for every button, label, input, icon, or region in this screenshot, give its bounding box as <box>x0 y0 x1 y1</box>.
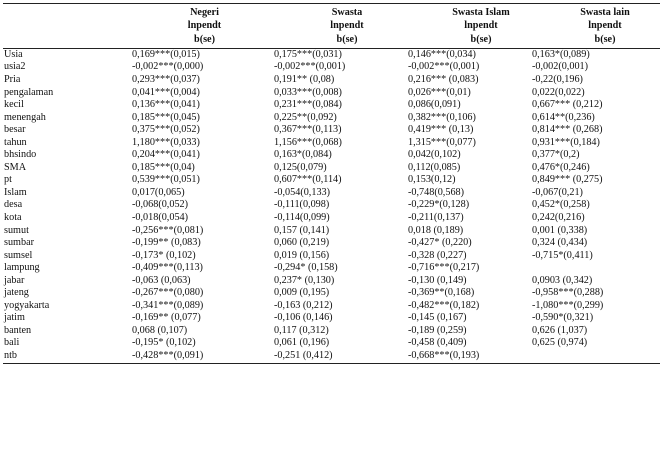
header-blank <box>3 19 127 32</box>
table-row <box>3 350 660 363</box>
variable-name: SMA <box>4 161 27 173</box>
variable-name: Islam <box>4 186 27 198</box>
header-swasta-islam-name: Swasta Islam <box>392 4 530 20</box>
variable-name: tahun <box>4 136 27 148</box>
header-row-3 <box>3 33 660 49</box>
table-row <box>3 325 660 338</box>
swasta-value: 0,033***(0,008) <box>274 86 342 98</box>
table-row <box>3 337 660 350</box>
swasta-lain-value: 0,001 (0,338) <box>532 224 588 236</box>
swasta-value: -0,111(0,098) <box>274 199 330 211</box>
swasta-lain-value: 0,614**(0,236) <box>532 111 595 123</box>
variable-name: pt <box>4 174 12 186</box>
variable-name: sumbar <box>4 237 34 249</box>
swasta-value: 0,009 (0,195) <box>274 287 330 299</box>
negeri-value: -0,002***(0,000) <box>132 61 204 73</box>
table-header <box>3 4 660 49</box>
header-swasta-lain-name: Swasta lain <box>530 4 660 20</box>
swasta-islam-value: 0,382***(0,106) <box>408 111 476 123</box>
variable-name: ntb <box>3 350 127 363</box>
negeri-value: 0,375***(0,052) <box>132 124 200 136</box>
negeri-value: 0,185***(0,045) <box>132 111 200 123</box>
swasta-value: 0,117 (0,312) <box>274 324 329 336</box>
negeri-value: -0,199** (0,083) <box>132 237 201 249</box>
swasta-value: 0,231***(0,084) <box>274 99 342 111</box>
swasta-lain-value: -0,067(0,21) <box>532 186 583 198</box>
variable-name: jateng <box>4 287 29 299</box>
swasta-islam-value: -0,328 (0,227) <box>408 249 467 261</box>
regression-table <box>3 3 660 364</box>
variable-name: Usia <box>4 48 23 60</box>
swasta-lain-value: -0,958***(0,288) <box>532 287 604 299</box>
swasta-value: -0,054(0,133) <box>274 186 331 198</box>
header-row-2 <box>3 19 660 32</box>
negeri-value: 0,204***(0,041) <box>132 149 200 161</box>
negeri-value: -0,341***(0,089) <box>132 299 204 311</box>
table-row <box>3 237 660 250</box>
swasta-value: -0,002***(0,001) <box>274 61 346 73</box>
table-row <box>3 112 660 125</box>
swasta-islam-value: -0,668***(0,193) <box>392 350 530 363</box>
table-row <box>3 87 660 100</box>
table-body <box>3 48 660 363</box>
swasta-islam-value: -0,458 (0,409) <box>408 337 467 349</box>
swasta-islam-value: 0,216*** (0,083) <box>408 73 479 85</box>
swasta-value: 0,060 (0,219) <box>274 237 330 249</box>
table-row <box>3 262 660 275</box>
swasta-islam-value: -0,427* (0,220) <box>408 237 472 249</box>
header-swasta-lain-stat: b(se) <box>530 33 660 49</box>
swasta-value: 0,237* (0,130) <box>274 274 335 286</box>
swasta-lain-value: 0,242(0,216) <box>532 212 585 223</box>
table-row <box>3 48 660 61</box>
negeri-value: 0,068 (0,107) <box>132 324 188 336</box>
header-blank <box>3 4 127 20</box>
negeri-value: -0,063 (0,063) <box>132 274 191 286</box>
header-swasta-name: Swasta <box>262 4 392 20</box>
swasta-value: -0,163 (0,212) <box>274 299 333 311</box>
swasta-islam-value: 0,042(0,102) <box>408 149 461 161</box>
negeri-value: 1,180***(0,033) <box>132 136 200 148</box>
negeri-value: -0,256***(0,081) <box>132 224 204 236</box>
swasta-value: 0,061 (0,196) <box>274 337 330 349</box>
negeri-value: -0,267***(0,080) <box>132 287 204 299</box>
swasta-lain-value: -1,080***(0,299) <box>532 299 604 311</box>
negeri-value: 0,017(0,065) <box>132 186 185 198</box>
swasta-islam-value: -0,482***(0,182) <box>408 299 480 311</box>
swasta-value: -0,106 (0,146) <box>274 312 333 324</box>
negeri-value: -0,195* (0,102) <box>132 337 196 349</box>
swasta-islam-value: 0,146***(0,034) <box>408 48 476 60</box>
variable-name: sumut <box>4 224 29 236</box>
table-row <box>3 174 660 187</box>
variable-name: bali <box>4 337 20 349</box>
table-row <box>3 199 660 212</box>
variable-name: desa <box>4 199 23 211</box>
table-row <box>3 149 660 162</box>
header-negeri-stat: b(se) <box>127 33 262 49</box>
table-row <box>3 287 660 300</box>
variable-name: jabar <box>4 274 25 286</box>
negeri-value: -0,173* (0,102) <box>132 249 196 261</box>
header-blank <box>3 33 127 49</box>
negeri-value: -0,409***(0,113) <box>132 262 203 274</box>
variable-name: usia2 <box>4 61 26 73</box>
swasta-lain-value <box>530 262 660 275</box>
variable-name: banten <box>4 324 32 336</box>
table-row <box>3 99 660 112</box>
negeri-value: 0,041***(0,004) <box>132 86 200 98</box>
table-row <box>3 187 660 200</box>
swasta-value: 0,225**(0,092) <box>274 111 337 123</box>
swasta-islam-value: 0,419*** (0,13) <box>408 124 474 136</box>
table-row <box>3 300 660 313</box>
header-swasta-lain-dv: lnpendt <box>588 20 622 32</box>
variable-name: sumsel <box>4 249 33 261</box>
swasta-lain-value: 0,324 (0,434) <box>532 237 588 249</box>
swasta-value: -0,294* (0,158) <box>274 262 338 274</box>
negeri-value: 0,185***(0,04) <box>132 161 195 173</box>
swasta-islam-value: -0,229*(0,128) <box>408 199 470 211</box>
variable-name: kecil <box>4 99 24 111</box>
negeri-value: 0,169***(0,015) <box>132 48 200 60</box>
variable-name: yogyakarta <box>4 299 50 311</box>
swasta-islam-value: -0,002***(0,001) <box>408 61 480 73</box>
variable-name: menengah <box>4 111 46 123</box>
variable-name: jatim <box>4 312 25 324</box>
variable-name: Pria <box>4 73 21 85</box>
swasta-value: 0,019 (0,156) <box>274 249 330 261</box>
table-row <box>3 312 660 325</box>
swasta-value: 0,163*(0,084) <box>274 149 332 161</box>
swasta-lain-value: -0,715*(0,411) <box>532 249 593 261</box>
swasta-lain-value: 0,814*** (0,268) <box>532 124 603 136</box>
table-row <box>3 124 660 137</box>
swasta-islam-value: -0,716***(0,217) <box>408 262 480 274</box>
swasta-value: -0,251 (0,412) <box>262 350 392 363</box>
swasta-value: 0,191** (0,08) <box>274 73 335 85</box>
table-row <box>3 212 660 225</box>
variable-name: kota <box>4 212 22 223</box>
swasta-lain-value: 0,452*(0,258) <box>532 199 590 211</box>
swasta-lain-value: 0,476*(0,246) <box>532 161 590 173</box>
negeri-value: -0,018(0,054) <box>132 212 189 223</box>
swasta-lain-value <box>530 350 660 363</box>
swasta-islam-value: 0,086(0,091) <box>408 99 461 111</box>
swasta-value: 1,156***(0,068) <box>274 136 342 148</box>
table-row <box>3 250 660 263</box>
variable-name: lampung <box>4 262 40 274</box>
swasta-lain-value: 0,377*(0,2) <box>532 149 580 161</box>
swasta-islam-value: -0,211(0,137) <box>408 212 464 223</box>
swasta-lain-value: 0,667*** (0,212) <box>532 99 603 111</box>
swasta-islam-value: -0,130 (0,149) <box>408 274 467 286</box>
swasta-lain-value: 0,931***(0,184) <box>532 136 600 148</box>
swasta-lain-value: 0,022(0,022) <box>532 86 585 98</box>
table-row <box>3 61 660 74</box>
negeri-value: 0,539***(0,051) <box>132 174 200 186</box>
table-row <box>3 137 660 150</box>
table-row <box>3 275 660 288</box>
swasta-lain-value: -0,22(0,196) <box>532 73 583 85</box>
swasta-value: 0,175***(0,031) <box>274 48 342 60</box>
swasta-lain-value: 0,163*(0,089) <box>532 48 590 60</box>
swasta-value: 0,157 (0,141) <box>274 224 330 236</box>
swasta-lain-value: 0,849*** (0,275) <box>532 174 603 186</box>
header-swasta-stat: b(se) <box>262 33 392 49</box>
header-swasta-dv: lnpendt <box>330 20 364 32</box>
swasta-islam-value: -0,369**(0,168) <box>408 287 475 299</box>
swasta-lain-value: 0,0903 (0,342) <box>532 274 593 286</box>
variable-name: bhsindo <box>4 149 37 161</box>
header-swasta-islam-dv: lnpendt <box>464 20 498 32</box>
negeri-value: 0,136***(0,041) <box>132 99 200 111</box>
negeri-value: -0,428***(0,091) <box>127 350 262 363</box>
negeri-value: 0,293***(0,037) <box>132 73 200 85</box>
swasta-islam-value: 0,026***(0,01) <box>408 86 471 98</box>
header-swasta-islam-stat: b(se) <box>392 33 530 49</box>
header-negeri-name: Negeri <box>127 4 262 20</box>
swasta-value: 0,367***(0,113) <box>274 124 342 136</box>
variable-name: pengalaman <box>4 86 54 98</box>
swasta-value: 0,607***(0,114) <box>274 174 342 186</box>
swasta-islam-value: -0,748(0,568) <box>408 186 465 198</box>
table-row <box>3 225 660 238</box>
table-row <box>3 162 660 175</box>
swasta-islam-value: 1,315***(0,077) <box>408 136 476 148</box>
swasta-islam-value: -0,145 (0,167) <box>408 312 467 324</box>
table-row <box>3 74 660 87</box>
negeri-value: -0,068(0,052) <box>132 199 189 211</box>
swasta-lain-value: 0,625 (0,974) <box>532 337 588 349</box>
swasta-value: 0,125(0,079) <box>274 161 327 173</box>
swasta-value: -0,114(0,099) <box>274 212 330 223</box>
header-negeri-dv: lnpendt <box>187 20 222 32</box>
swasta-islam-value: 0,153(0,12) <box>408 174 456 186</box>
swasta-lain-value: 0,626 (1,037) <box>532 324 588 336</box>
swasta-islam-value: 0,018 (0,189) <box>408 224 464 236</box>
negeri-value: -0,169** (0,077) <box>132 312 201 324</box>
variable-name: besar <box>4 124 26 136</box>
swasta-lain-value: -0,590*(0,321) <box>532 312 594 324</box>
header-row-1 <box>3 4 660 20</box>
swasta-islam-value: 0,112(0,085) <box>408 161 461 173</box>
swasta-islam-value: -0,189 (0,259) <box>408 324 467 336</box>
swasta-lain-value: -0,002(0,001) <box>532 61 589 73</box>
